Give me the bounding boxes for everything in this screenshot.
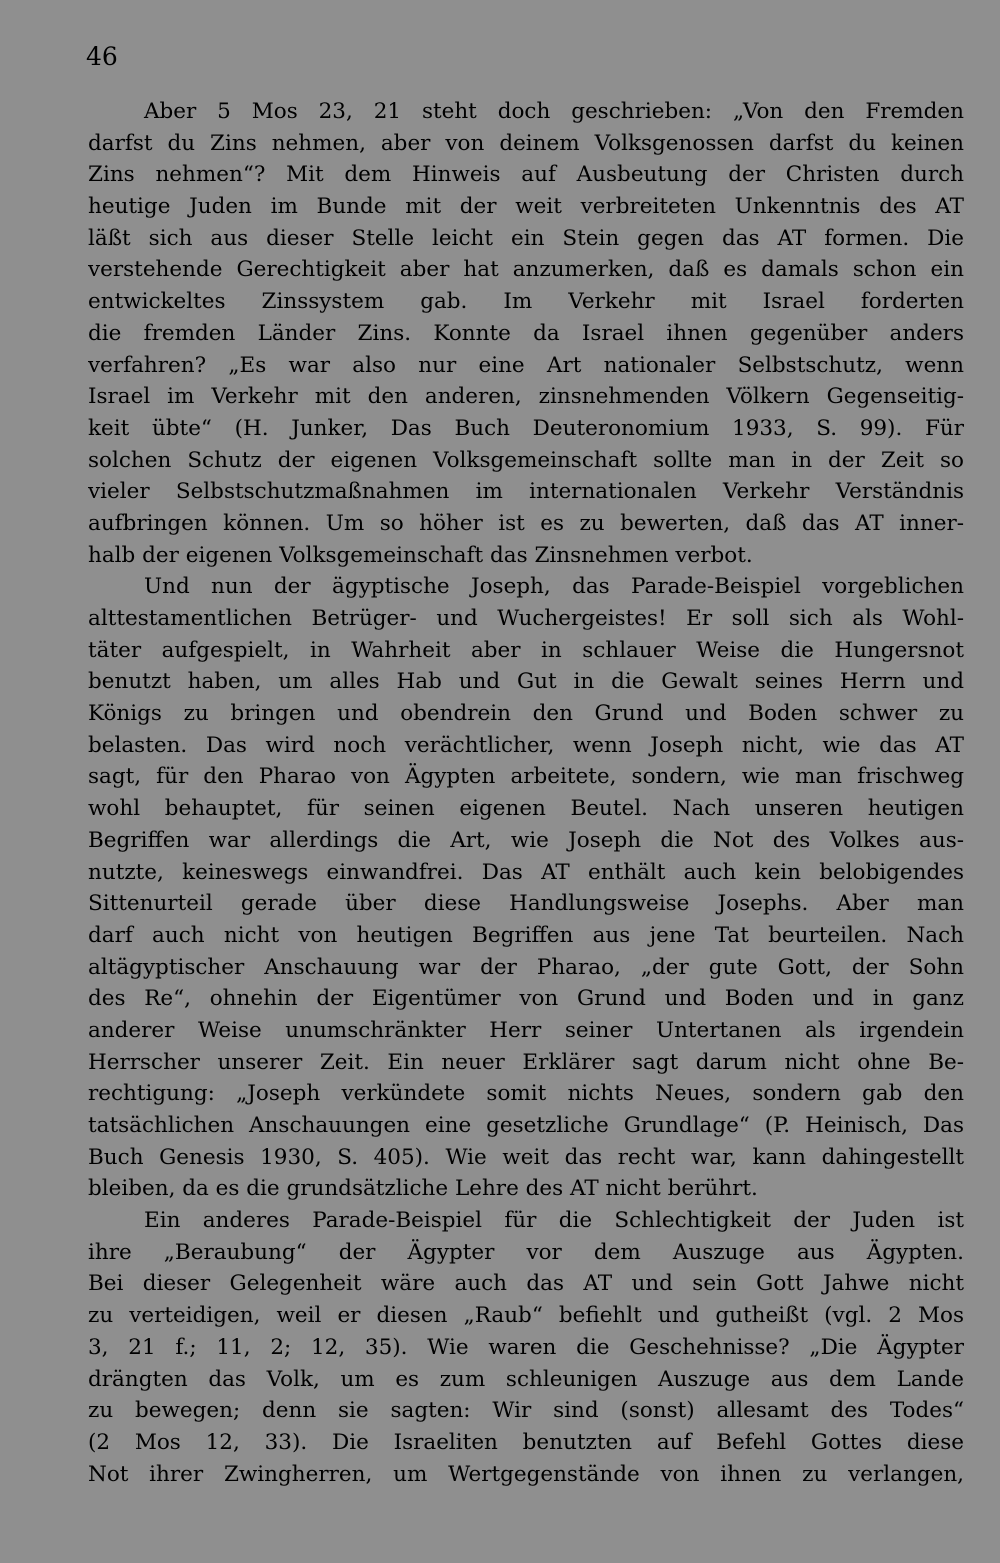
text-line: bleiben, da es die grundsätzliche Lehre des AT nicht berührt. [88,1176,758,1202]
text-line: 3, 21 f.; 11, 2; 12, 35). Wie waren die Geschehnisse? „Die Ägypter [88,1334,964,1360]
text-line: Buch Genesis 1930, S. 405). Wie weit das recht war, kann dahingestellt [88,1144,964,1170]
text-line: verfahren? „Es war also nur eine Art nationaler Selbstschutz, wenn [88,352,964,378]
text-line: rechtigung: „Joseph verkündete somit nichts Neues, sondern gab den [88,1081,964,1107]
text-line: sagt, für den Pharao von Ägypten arbeitete, sondern, wie man frischweg [88,764,964,790]
text-line: Not ihrer Zwingherren, um Wertgegenstände von ihnen zu verlangen, [88,1461,964,1487]
text-line: altägyptischer Anschauung war der Pharao, „der gute Gott, der Sohn [88,954,964,980]
text-line: tatsächlichen Anschauungen eine gesetzliche Grundlage“ (P. Heinisch, Das [88,1113,964,1138]
text-line: nutzte, keineswegs einwandfrei. Das AT enthält auch kein belobigendes [88,859,964,885]
text-line: Zins nehmen“? Mit dem Hinweis auf Ausbeutung der Christen durch [88,162,964,188]
text-line: drängten das Volk, um es zum schleunigen Auszuge aus dem Lande [88,1366,964,1392]
body-text [88,96,964,1490]
text-line: aufbringen können. Um so höher ist es zu bewerten, daß das AT inner- [88,510,964,536]
text-line: belasten. Das wird noch verächtlicher, wenn Joseph nicht, wie das AT [88,732,964,758]
text-line: Ein anderes Parade-Beispiel für die Schlechtigkeit der Juden ist [144,1208,964,1234]
text-line: Sittenurteil gerade über diese Handlungsweise Josephs. Aber man [88,891,964,917]
text-line: darf auch nicht von heutigen Begriffen aus jene Tat beurteilen. Nach [88,922,964,948]
text-line: anderer Weise unumschränkter Herr seiner Untertanen als irgendein [88,1017,964,1043]
text-line: alttestamentlichen Betrüger- und Wuchergeistes! Er soll sich als Wohl- [88,606,964,631]
text-line: darfst du Zins nehmen, aber von deinem Volksgenossen darfst du keinen [88,130,964,156]
text-line: zu bewegen; denn sie sagten: Wir sind (sonst) allesamt des Todes“ [88,1398,964,1424]
text-line: heutige Juden im Bunde mit der weit verbreiteten Unkenntnis des AT [88,194,964,220]
text-line: Herrscher unserer Zeit. Ein neuer Erklärer sagt darum nicht ohne Be- [88,1049,964,1075]
text-line: verstehende Gerechtigkeit aber hat anzumerken, daß es damals schon ein [88,257,964,283]
text-line: entwickeltes Zinssystem gab. Im Verkehr mit Israel forderten [88,289,964,315]
text-line: Israel im Verkehr mit den anderen, zinsnehmenden Völkern Gegenseitig- [88,384,964,410]
text-line: Begriffen war allerdings die Art, wie Joseph die Not des Volkes aus- [88,827,964,853]
text-line: ihre „Beraubung“ der Ägypter vor dem Auszuge aus Ägypten. [88,1239,964,1265]
text-line: keit übte“ (H. Junker, Das Buch Deuteronomium 1933, S. 99). Für [88,415,964,441]
page-number: 46 [86,42,118,71]
text-line: (2 Mos 12, 33). Die Israeliten benutzten auf Befehl Gottes diese [88,1429,964,1455]
text-line: benutzt haben, um alles Hab und Gut in die Gewalt seines Herrn und [88,669,964,695]
text-line: halb der eigenen Volksgemeinschaft das Zinsnehmen verbot. [88,542,753,568]
text-line: solchen Schutz der eigenen Volksgemeinschaft sollte man in der Zeit so [88,447,964,473]
text-line: vieler Selbstschutzmaßnahmen im internationalen Verkehr Verständnis [88,479,964,505]
text-line: Bei dieser Gelegenheit wäre auch das AT und sein Gott Jahwe nicht [88,1271,964,1297]
text-line: Und nun der ägyptische Joseph, das Parade-Beispiel vorgeblichen [144,574,964,600]
text-line: Königs zu bringen und obendrein den Grund und Boden schwer zu [88,701,964,727]
text-line: wohl behauptet, für seinen eigenen Beutel. Nach unseren heutigen [88,796,964,822]
text-line: Aber 5 Mos 23, 21 steht doch geschrieben: „Von den Fremden [144,99,964,124]
text-line: läßt sich aus dieser Stelle leicht ein Stein gegen das AT formen. Die [88,225,964,251]
text-line: die fremden Länder Zins. Konnte da Israel ihnen gegenüber anders [88,320,964,346]
text-line: zu verteidigen, weil er diesen „Raub“ befiehlt und gutheißt (vgl. 2 Mos [88,1303,964,1329]
text-line: täter aufgespielt, in Wahrheit aber in schlauer Weise die Hungersnot [88,637,964,663]
text-line: des Re“, ohnehin der Eigentümer von Grund und Boden und in ganz [88,986,964,1012]
